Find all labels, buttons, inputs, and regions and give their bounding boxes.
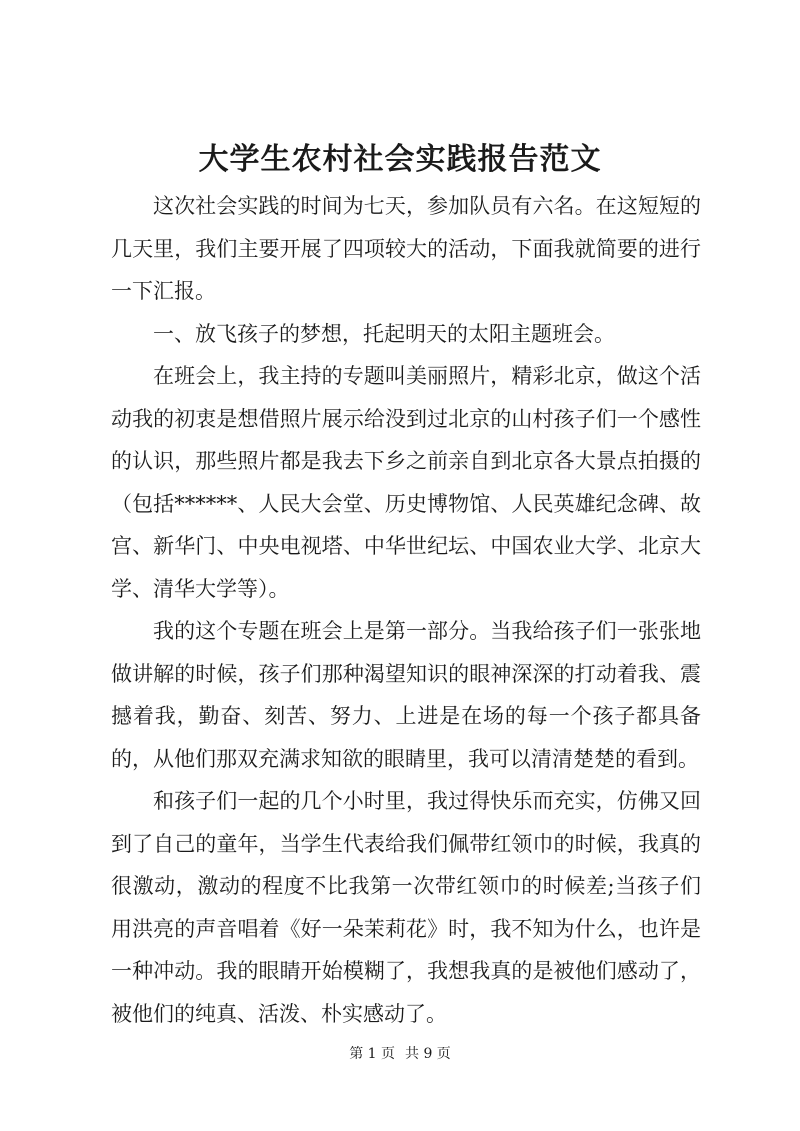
- document-title: 大学生农村社会实践报告范文: [198, 142, 602, 177]
- page-footer: [0, 1044, 800, 1064]
- paragraph: 在班会上，我主持的专题叫美丽照片，精彩北京，做这个活动我的初衷是想借照片展示给没到过北京的山村孩子们一个感性的认识，那些照片都是我去下乡之前亲自到北京各大景点拍摄的（包括******、人民大会堂、历史博物馆、人民英雄纪念碑、故宫、新华门、中央电视塔、中华世纪坛、中国农业大学、北京大学、清华大学等）。: [111, 364, 701, 601]
- page-total: 共 9 页: [405, 1046, 451, 1062]
- document-body: [111, 185, 701, 1035]
- paragraph: 这次社会实践的时间为七天，参加队员有六名。在这短短的几天里，我们主要开展了四项较大的活动，下面我就简要的进行一下汇报。: [111, 194, 701, 303]
- paragraph: 和孩子们一起的几个小时里，我过得快乐而充实，仿佛又回到了自己的童年，当学生代表给我们佩带红领巾的时候，我真的很激动，激动的程度不比我第一次带红领巾的时候差;当孩子们用洪亮的声音唱着《好一朵茉莉花》时，我不知为什么，也许是一种冲动。我的眼睛开始模糊了，我想我真的是被他们感动了，被他们的纯真、活泼、朴实感动了。: [111, 789, 701, 1026]
- paragraph: 我的这个专题在班会上是第一部分。当我给孩子们一张张地做讲解的时候，孩子们那种渴望知识的眼神深深的打动着我、震撼着我，勤奋、刻苦、努力、上进是在场的每一个孩子都具备的，从他们那双充满求知欲的眼睛里，我可以清清楚楚的看到。: [111, 619, 701, 771]
- section-heading: 一、放飞孩子的梦想，托起明天的太阳主题班会。: [153, 321, 615, 346]
- page-number: 第 1 页: [349, 1046, 395, 1062]
